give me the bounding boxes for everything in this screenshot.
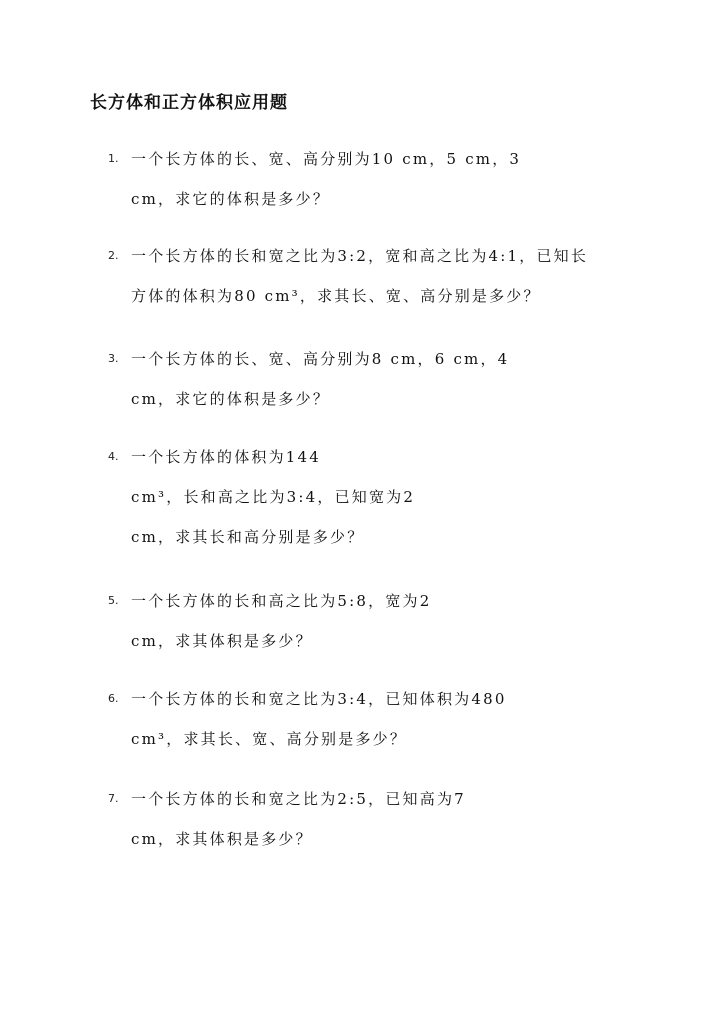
page-title: 长方体和正方体积应用题 bbox=[90, 93, 288, 113]
question-text-line: cm，求其长和高分别是多少？ bbox=[131, 528, 365, 546]
question-text-line: cm，求其体积是多少？ bbox=[131, 632, 313, 650]
question-text-line: cm³，求其长、宽、高分别是多少？ bbox=[131, 730, 408, 748]
question-text-line: 一个长方体的长、宽、高分别为8 cm，6 cm，4 bbox=[131, 350, 510, 368]
question-number: 6. bbox=[108, 692, 119, 705]
question-text-line: 一个长方体的长、宽、高分别为10 cm，5 cm，3 bbox=[131, 150, 522, 168]
question-number: 3. bbox=[108, 352, 119, 365]
question-text-line: 一个长方体的体积为144 bbox=[131, 448, 322, 466]
question-number: 2. bbox=[108, 249, 119, 262]
question-number: 4. bbox=[108, 450, 119, 463]
question-text-line: 一个长方体的长和宽之比为3:2，宽和高之比为4:1，已知长 bbox=[131, 247, 589, 265]
question-text-line: cm，求其体积是多少？ bbox=[131, 830, 313, 848]
question-text-line: 一个长方体的长和高之比为5:8，宽为2 bbox=[131, 592, 432, 610]
question-text-line: cm，求它的体积是多少？ bbox=[131, 390, 331, 408]
question-number: 1. bbox=[108, 152, 119, 165]
question-text-line: cm³，长和高之比为3:4，已知宽为2 bbox=[131, 488, 416, 506]
question-text-line: cm，求它的体积是多少？ bbox=[131, 190, 331, 208]
question-number: 5. bbox=[108, 594, 119, 607]
question-text-line: 一个长方体的长和宽之比为2:5，已知高为7 bbox=[131, 790, 466, 808]
question-number: 7. bbox=[108, 792, 119, 805]
question-text-line: 一个长方体的长和宽之比为3:4，已知体积为480 bbox=[131, 690, 507, 708]
question-text-line: 方体的体积为80 cm³，求其长、宽、高分别是多少？ bbox=[131, 287, 541, 305]
